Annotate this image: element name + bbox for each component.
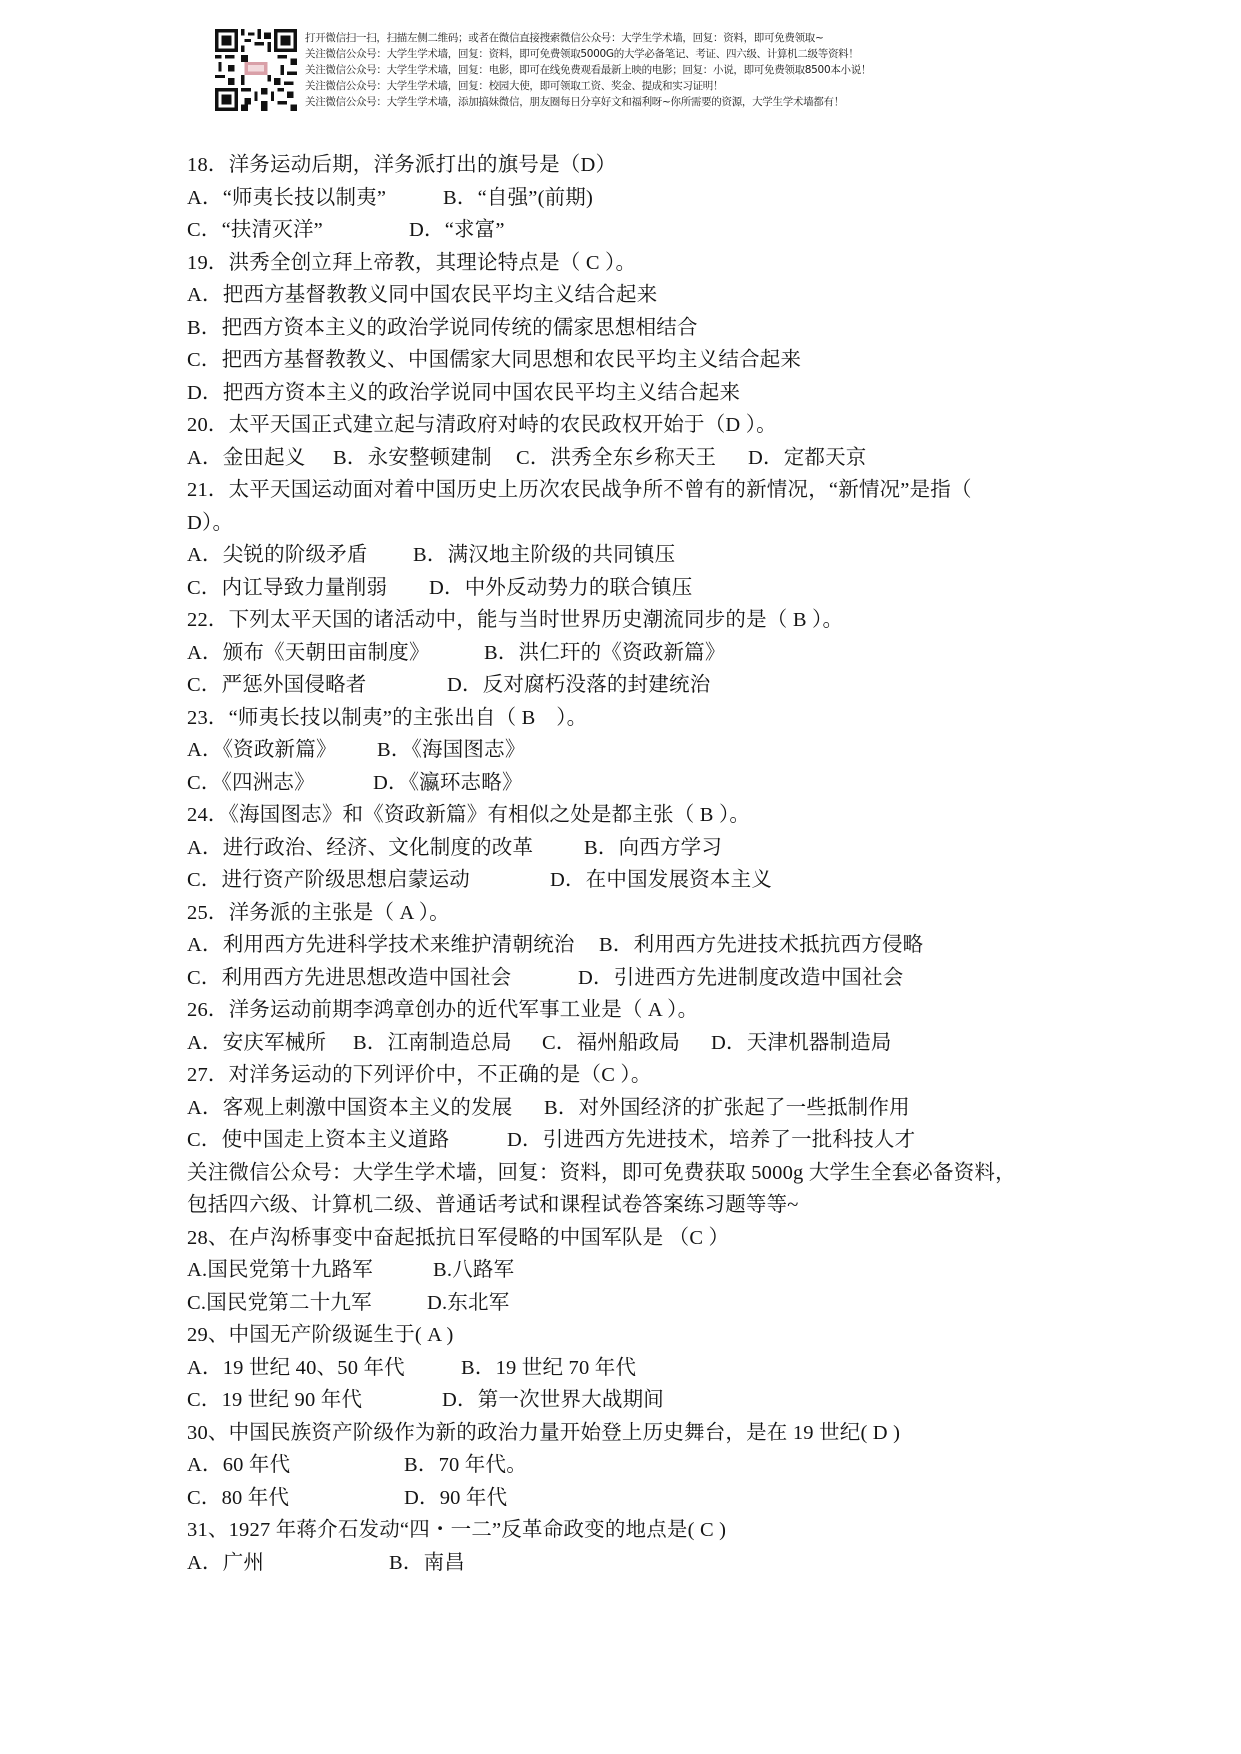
question-text: 19．洪秀全创立拜上帝教，其理论特点是（ C ）。 xyxy=(187,251,637,274)
promo-text xyxy=(305,30,871,110)
option-text: D．把西方资本主义的政治学说同中国农民平均主义结合起来 xyxy=(187,381,741,404)
option-text: 关注微信公众号：大学生学术墙，回复：资料，即可免费获取 5000g 大学生全套必备资料， xyxy=(187,1161,1016,1184)
option-text: D．定都天京 xyxy=(748,446,867,469)
option-text: B．利用西方先进技术抵抗西方侵略 xyxy=(599,934,924,956)
question-text: 28、在卢沟桥事变中奋起抵抗日军侵略的中国军队是 （C ） xyxy=(187,1226,730,1249)
option-text: C．“扶清灭洋” xyxy=(187,219,323,241)
option-text: B．满汉地主阶级的共同镇压 xyxy=(413,544,676,566)
option-text: B．把西方资本主义的政治学说同传统的儒家思想相结合 xyxy=(187,316,698,339)
option-text: A．“师夷长技以制夷” xyxy=(187,186,387,209)
option-text: A．安庆军械所 xyxy=(187,1031,327,1054)
option-text: C．80 年代 xyxy=(187,1486,290,1509)
option-text: A.国民党第十九路军 xyxy=(187,1259,373,1281)
option-text: B．江南制造总局 xyxy=(353,1031,512,1054)
question-text: 24．《海国图志》和《资政新篇》有相似之处是都主张（ B ）。 xyxy=(187,804,751,826)
question-text: 23．“师夷长技以制夷”的主张出自（ B ）。 xyxy=(187,706,588,729)
option-text: B．《海国图志》 xyxy=(377,739,526,761)
option-text: B．永安整顿建制 xyxy=(333,446,492,469)
question-text: 31、1927 年蒋介石发动“四・一二”反革命政变的地点是( C ) xyxy=(187,1519,727,1541)
option-text: C．洪秀全东乡称天王 xyxy=(516,446,717,469)
option-text: A．进行政治、经济、文化制度的改革 xyxy=(187,836,534,859)
option-text: B.八路军 xyxy=(433,1259,515,1281)
option-text: B．19 世纪 70 年代 xyxy=(461,1356,637,1379)
question-text: 20．太平天国正式建立起与清政府对峙的农民政权开始于（D ）。 xyxy=(187,414,777,436)
question-text: 27．对洋务运动的下列评价中，不正确的是（C ）。 xyxy=(187,1064,652,1086)
option-text: B．南昌 xyxy=(389,1551,465,1574)
question-text: 22．下列太平天国的诸活动中，能与当时世界历史潮流同步的是（ B ）。 xyxy=(187,609,844,631)
option-text: C．把西方基督教教义、中国儒家大同思想和农民平均主义结合起来 xyxy=(187,349,802,371)
option-text: B．70 年代。 xyxy=(404,1454,527,1476)
promo-line: 关注微信公众号：大学生学术墙，回复：资料，即可免费领取5000G的大学必备笔记、考证、四六级、计算机二级等资料！ xyxy=(305,48,859,60)
option-text: C．《四洲志》 xyxy=(187,771,315,794)
question-text: 29、中国无产阶级诞生于( A ) xyxy=(187,1324,454,1346)
option-text: D．在中国发展资本主义 xyxy=(550,869,773,891)
qr-code-icon[interactable] xyxy=(215,29,297,111)
option-text: A．19 世纪 40、50 年代 xyxy=(187,1356,405,1379)
option-text: D．引进西方先进制度改造中国社会 xyxy=(578,966,904,989)
option-text: A．60 年代 xyxy=(187,1454,291,1476)
option-text: C.国民党第二十九军 xyxy=(187,1291,372,1314)
option-text: D．中外反动势力的联合镇压 xyxy=(429,576,693,599)
question-text: 21．太平天国运动面对着中国历史上历次农民战争所不曾有的新情况，“新情况”是指（ xyxy=(187,479,972,501)
option-text: D．《瀛环志略》 xyxy=(373,771,523,794)
promo-line: 关注微信公众号：大学生学术墙，回复：校园大使，即可领取工资、奖金、提成和实习证明！ xyxy=(305,80,724,92)
option-text: C．福州船政局 xyxy=(542,1031,681,1054)
promo-header xyxy=(215,29,975,111)
option-text: C．使中国走上资本主义道路 xyxy=(187,1129,450,1151)
option-text: D）。 xyxy=(187,511,234,534)
option-text: B．对外国经济的扩张起了一些抵制作用 xyxy=(544,1096,910,1119)
option-text: A．把西方基督教教义同中国农民平均主义结合起来 xyxy=(187,284,658,306)
question-text: 26．洋务运动前期李鸿章创办的近代军事工业是（ A ）。 xyxy=(187,999,699,1021)
option-text: D.东北军 xyxy=(427,1291,510,1314)
option-text: B．洪仁玕的《资政新篇》 xyxy=(484,641,726,664)
option-text: D．反对腐朽没落的封建统治 xyxy=(447,674,711,696)
question-text: 18．洋务运动后期，洋务派打出的旗号是（D） xyxy=(187,154,617,176)
option-text: D．“求富” xyxy=(409,219,505,241)
promo-line: 关注微信公众号：大学生学术墙，回复：电影，即可在线免费观看最新上映的电影；回复：小说，即可免费领取8500本小说！ xyxy=(305,64,872,76)
promo-line: 打开微信扫一扫，扫描左侧二维码；或者在微信直接搜索微信公众号：大学生学术墙，回复：资料，即可免费领取~ xyxy=(305,32,824,44)
option-text: C．内讧导致力量削弱 xyxy=(187,576,388,599)
option-text: A．利用西方先进科学技术来维护清朝统治 xyxy=(187,934,575,956)
option-text: C．严惩外国侵略者 xyxy=(187,674,367,696)
option-text: A．颁布《天朝田亩制度》 xyxy=(187,641,430,664)
option-text: B．向西方学习 xyxy=(584,836,723,859)
question-text: 25．洋务派的主张是（ A ）。 xyxy=(187,901,450,924)
option-text: A．广州 xyxy=(187,1551,265,1574)
option-text: A．客观上刺激中国资本主义的发展 xyxy=(187,1096,513,1119)
option-text: D．引进西方先进技术，培养了一批科技人才 xyxy=(507,1129,916,1151)
option-text: C．利用西方先进思想改造中国社会 xyxy=(187,966,512,989)
option-text: D．天津机器制造局 xyxy=(711,1031,892,1054)
option-text: C．进行资产阶级思想启蒙运动 xyxy=(187,869,470,891)
option-text: A．《资政新篇》 xyxy=(187,739,337,761)
option-text: D．90 年代 xyxy=(404,1486,508,1509)
option-text: A．金田起义 xyxy=(187,446,306,469)
option-text: D．第一次世界大战期间 xyxy=(442,1389,665,1411)
option-text: A．尖锐的阶级矛盾 xyxy=(187,544,368,566)
option-text: 包括四六级、计算机二级、普通话考试和课程试卷答案练习题等等~ xyxy=(187,1194,799,1216)
option-text: B．“自强”(前期) xyxy=(443,186,594,209)
option-text: C．19 世纪 90 年代 xyxy=(187,1389,363,1411)
question-text: 30、中国民族资产阶级作为新的政治力量开始登上历史舞台，是在 19 世纪( D ) xyxy=(187,1421,901,1444)
promo-line: 关注微信公众号：大学生学术墙，添加搞妹微信，朋友圈每日分享好文和福利呀~你所需要的资源，大学生学术墙都有！ xyxy=(305,96,844,108)
